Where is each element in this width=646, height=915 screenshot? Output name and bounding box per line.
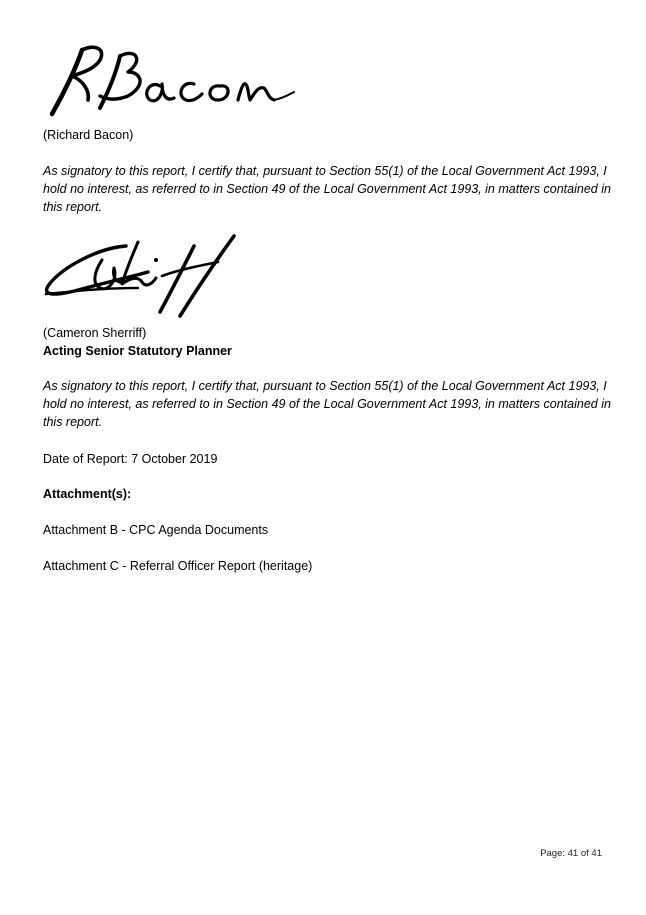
page-number: Page: 41 of 41 xyxy=(540,848,602,859)
signatory-title: Acting Senior Statutory Planner xyxy=(43,344,232,358)
attachment-item: Attachment C - Referral Officer Report (heritage) xyxy=(43,559,313,573)
certification-statement-2: As signatory to this report, I certify that, pursuant to Section 55(1) of the Local Government Act 1993, I hold no interest, as referred to in Section 49 of the Local Government Act 1993, in matters contained in this report. xyxy=(43,379,611,429)
signatory-name-richard-bacon: (Richard Bacon) xyxy=(43,128,134,142)
signature-cameron-sherriff xyxy=(38,232,238,320)
signatory-name-cameron-sherriff: (Cameron Sherriff) xyxy=(43,326,147,340)
attachment-item: Attachment B - CPC Agenda Documents xyxy=(43,523,269,537)
signature-richard-bacon xyxy=(42,38,298,122)
report-date: Date of Report: 7 October 2019 xyxy=(43,452,218,466)
attachments-heading: Attachment(s): xyxy=(43,487,132,501)
certification-statement-1: As signatory to this report, I certify that, pursuant to Section 55(1) of the Local Government Act 1993, I hold no interest, as referred to in Section 49 of the Local Government Act 1993, in matters contained in this report. xyxy=(43,164,611,214)
